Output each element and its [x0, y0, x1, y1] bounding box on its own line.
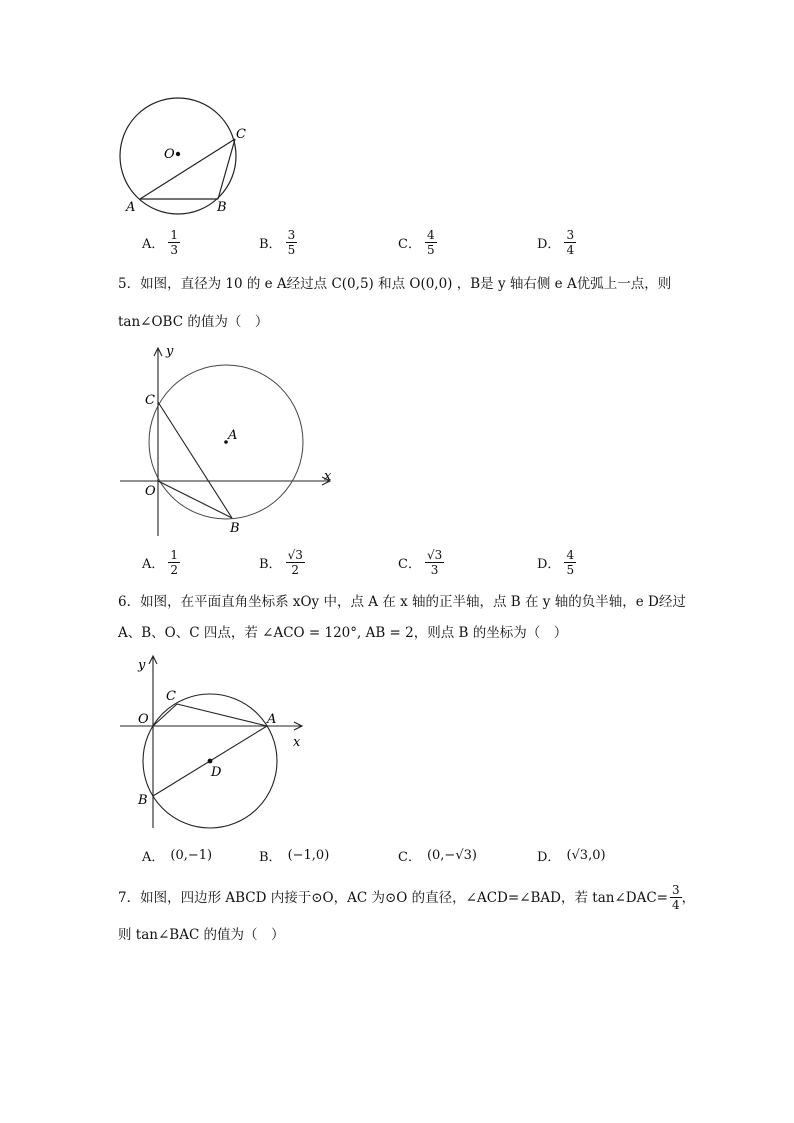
q4-option-c[interactable] [398, 228, 437, 257]
option-letter: A． [142, 850, 165, 865]
figure-q5 [110, 340, 350, 540]
numerator: 4 [566, 548, 575, 562]
question-7-line-2: 则 tan∠BAC 的值为（ ） [118, 927, 285, 943]
option-letter: B． [259, 557, 282, 572]
question-5-line-2: tan∠OBC 的值为（ ） [118, 314, 269, 330]
option-letter: A． [142, 237, 165, 252]
label-a: A [126, 200, 136, 215]
option-letter: C． [398, 557, 421, 572]
q6-option-d[interactable] [537, 846, 606, 865]
fraction [425, 228, 437, 257]
fraction [168, 548, 180, 577]
numerator: 3 [287, 228, 296, 242]
center-dot [208, 759, 213, 764]
denominator: 5 [287, 243, 296, 257]
numerator: 4 [426, 228, 435, 242]
q5-option-d[interactable] [537, 548, 576, 577]
question-7-tail: ， [681, 889, 696, 906]
q4-option-b[interactable] [259, 228, 297, 257]
label-y: y [138, 658, 146, 673]
question-5-line-1: 5．如图，直径为 10 的 e A经过点 C(0,5) 和点 O(0,0) ，B是 y 轴右侧 e A优弧上一点，则 [118, 276, 672, 292]
q6-option-a[interactable] [142, 846, 212, 865]
denominator: 2 [170, 563, 179, 577]
segment-ca [177, 704, 267, 726]
denominator: 5 [566, 563, 575, 577]
option-letter: D． [537, 237, 561, 252]
label-c: C [145, 393, 155, 408]
fraction [286, 228, 298, 257]
fraction [670, 883, 682, 912]
fraction [564, 548, 576, 577]
q5-option-b[interactable] [259, 548, 305, 577]
question-6-line-1: 6．如图，在平面直角坐标系 xOy 中，点 A 在 x 轴的正半轴，点 B 在 y 轴的负半轴，e D经过 [118, 594, 686, 610]
q6-option-b[interactable] [259, 846, 329, 865]
label-x: x [324, 469, 332, 484]
question-7-text: 7．如图，四边形 ABCD 内接于⊙O，AC 为⊙O 的直径，∠ACD=∠BAD，若 tan∠DAC= [118, 889, 668, 906]
fraction [286, 548, 305, 577]
q5-option-c[interactable] [398, 548, 444, 577]
figure-q6 [110, 650, 310, 835]
denominator: 5 [426, 243, 435, 257]
q4-option-d[interactable] [537, 228, 576, 257]
label-o: O [164, 147, 175, 162]
denominator: 4 [566, 243, 575, 257]
option-letter: B． [259, 237, 282, 252]
option-value: (0,−√3) [426, 848, 477, 863]
option-letter: D． [537, 557, 561, 572]
label-x: x [293, 735, 301, 750]
center-dot [176, 152, 180, 156]
label-b: B [217, 200, 227, 215]
label-b: B [230, 521, 240, 536]
option-letter: C． [398, 237, 421, 252]
figure-q4 [105, 90, 275, 220]
option-letter: A． [142, 557, 165, 572]
numerator: 3 [671, 883, 680, 897]
label-o: O [145, 484, 156, 499]
option-letter: D． [537, 850, 561, 865]
fraction [425, 548, 444, 577]
label-a: A [228, 428, 238, 443]
fraction [564, 228, 576, 257]
q5-option-a[interactable] [142, 548, 180, 577]
label-b: B [138, 793, 148, 808]
label-y: y [166, 344, 174, 359]
denominator: 3 [430, 563, 439, 577]
q4-option-a[interactable] [142, 228, 180, 257]
label-c: C [236, 127, 246, 142]
label-o: O [138, 712, 149, 727]
segment-cb [158, 402, 232, 518]
fraction [168, 228, 180, 257]
option-value: (−1,0) [287, 848, 330, 863]
question-7-line-1 [118, 883, 695, 912]
numerator: √3 [287, 548, 303, 562]
numerator: 3 [566, 228, 575, 242]
q6-option-c[interactable] [398, 846, 477, 865]
question-6-line-2: A、B、O、C 四点，若 ∠ACO = 120°, AB = 2，则点 B 的坐标为（ ） [118, 625, 568, 641]
numerator: 1 [170, 228, 179, 242]
numerator: √3 [426, 548, 443, 562]
label-a: A [267, 712, 277, 727]
denominator: 2 [291, 563, 300, 577]
denominator: 3 [170, 243, 179, 257]
numerator: 1 [170, 548, 179, 562]
option-value: (√3,0) [566, 848, 606, 863]
option-letter: C． [398, 850, 421, 865]
denominator: 4 [671, 898, 680, 912]
option-letter: B． [259, 850, 282, 865]
label-c: C [166, 689, 176, 704]
option-value: (0,−1) [170, 848, 213, 863]
segment-oc [153, 704, 177, 726]
label-d: D [211, 765, 222, 780]
